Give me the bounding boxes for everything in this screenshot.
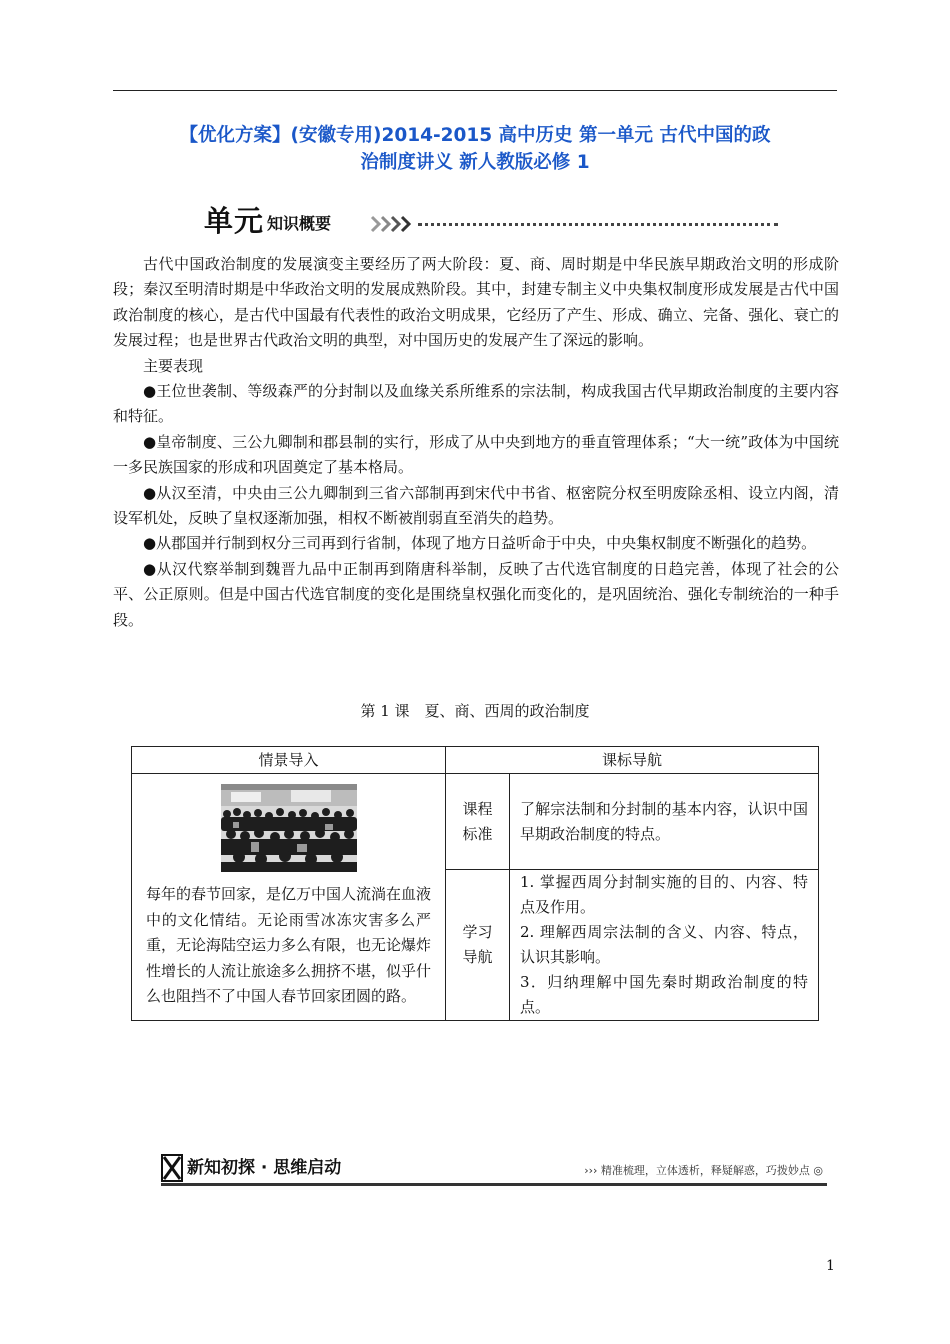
label-line: 标准 (462, 824, 493, 843)
study-guide-item: 3．归纳理解中国先秦时期政治制度的特点。 (520, 973, 808, 1016)
document-title-line1: 【优化方案】(安徽专用)2014-2015 高中历史 第一单元 古代中国的政 (179, 125, 771, 146)
unit-overview-banner (204, 204, 778, 240)
intro-paragraph: 古代中国政治制度的发展演变主要经历了两大阶段：夏、商、周时期是中华民族早期政治文明的形成阶段；秦汉至明清时期是中华政治文明的发展成熟阶段。其中，封建专制主义中央集权制度形成发展是古代中国政治制度的核心，是古代中国最有代表性的政治文明成果，它经历了产生、形成、确立、完备、强化、衰亡的发展过程；也是世界古代政治文明的典型，对中国历史的发展产生了深远的影响。 (113, 255, 839, 350)
study-guide-label (446, 870, 510, 1021)
lesson-title: 第 1 课 夏、商、西周的政治制度 (360, 702, 590, 720)
study-guide-item: 1. 掌握西周分封制实施的目的、内容、特点及作用。 (520, 873, 808, 916)
page-number: 1 (826, 1258, 835, 1274)
banner-small-text: 知识概要 (267, 214, 332, 233)
banner-big-text: 单元 (204, 204, 265, 238)
document-title (113, 122, 837, 176)
study-guide-content (510, 870, 819, 1021)
lesson-intro-table (131, 746, 819, 1021)
label-line: 导航 (462, 948, 493, 966)
bullet-item: ●从郡国并行制到权分三司再到行省制，体现了地方日益听命于中央，中央集权制度不断强化的趋势。 (143, 534, 817, 553)
table-header-navigation: 课标导航 (446, 747, 819, 774)
header-rule (113, 90, 837, 91)
section-footer-title: 新知初探 · 思维启动 (187, 1158, 342, 1178)
bullet-item: ●从汉代察举制到魏晋九品中正制再到隋唐科举制，反映了古代选官制度的日趋完善，体现了社会的公平、公正原则。但是中国古代选官制度的变化是围绕皇权强化而变化的，是巩固统治、强化专制统治的一种手段。 (113, 559, 839, 629)
section-footer-rule (161, 1183, 827, 1186)
banner-dotted-line (418, 223, 778, 226)
course-standard-label (446, 774, 510, 870)
bullet-item: ●从汉至清，中央由三公九卿制到三省六部制再到宋代中书省、枢密院分权至明废除丞相、设立内阁，清设军机处，反映了皇权逐渐加强，相权不断被削弱直至消失的趋势。 (113, 483, 839, 528)
label-line: 课程 (462, 799, 493, 818)
document-title-line2: 治制度讲义 新人教版必修 1 (360, 152, 590, 173)
table-header-scene: 情景导入 (132, 747, 446, 774)
section-logo-icon (161, 1154, 183, 1182)
scene-cell (132, 774, 446, 1021)
course-standard-content: 了解宗法制和分封制的基本内容，认识中国早期政治制度的特点。 (510, 774, 819, 870)
section-footer-banner (161, 1152, 827, 1186)
double-chevron-icon (370, 214, 416, 234)
section-footer-tagline: ››› 精准梳理，立体透析，释疑解惑，巧拨妙点 ◎ (584, 1164, 823, 1177)
bullet-item: ●皇帝制度、三公九卿制和郡县制的实行，形成了从中央到地方的垂直管理体系；“大一统”政体为中国统一多民族国家的形成和巩固奠定了基本格局。 (113, 432, 839, 477)
crowd-photo (221, 784, 357, 872)
intro-heading: 主要表现 (143, 356, 204, 375)
scene-text: 每年的春节回家，是亿万中国人流淌在血液中的文化情结。无论雨雪冰冻灾害多么严重，无论海陆空运力多么有限，也无论爆炸性增长的人流让旅途多么拥挤不堪，似乎什么也阻挡不了中国人春节回家团圆的路。 (146, 885, 432, 1005)
label-line: 学习 (462, 923, 493, 941)
unit-overview-text (113, 252, 839, 633)
bullet-item: ●王位世袭制、等级森严的分封制以及血缘关系所维系的宗法制，构成我国古代早期政治制度的主要内容和特征。 (113, 382, 839, 426)
study-guide-item: 2. 理解西周宗法制的含义、内容、特点，认识其影响。 (520, 923, 808, 966)
